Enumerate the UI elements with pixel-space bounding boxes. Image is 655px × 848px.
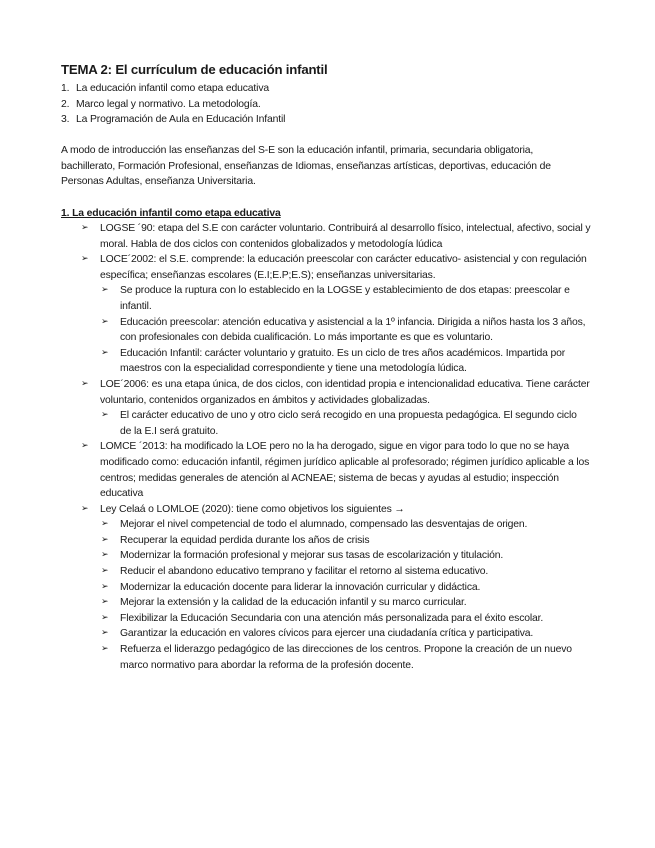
list-item xyxy=(0,252,595,283)
sub-list-item-text: Educación Infantil: carácter voluntario y gratuito. Es un ciclo de tres años académicos. Impartida por maestros con la especialidad correspondiente y tiene una metodología lúdica. xyxy=(120,347,566,375)
sub-list-item-text: Mejorar la extensión y la calidad de la educación infantil y su marco curricular. xyxy=(120,597,467,609)
sub-list-item xyxy=(0,548,590,564)
list-item xyxy=(0,377,595,408)
arrow-bullet-icon: ➢ xyxy=(101,597,109,608)
sub-list-item xyxy=(0,346,590,377)
list-item-text: LOGSE ´90: etapa del S.E con carácter voluntario. Contribuirá al desarrollo físico, intelectual, afectivo, social y moral. Habla de dos ciclos con contenidos globalizados y metodología lúdica xyxy=(100,223,591,250)
bullet-list xyxy=(0,221,655,673)
arrow-bullet-icon: ➢ xyxy=(101,550,109,561)
toc-text: La educación infantil como etapa educativa xyxy=(76,83,269,94)
section-heading: 1. La educación infantil como etapa educativa xyxy=(61,208,281,219)
list-item xyxy=(0,221,595,252)
toc-text: La Programación de Aula en Educación Infantil xyxy=(76,114,286,126)
list-item-text: LOE´2006: es una etapa única, de dos ciclos, con identidad propia e intencionalidad educativa. Tiene carácter voluntario, contenidos organizados en ámbitos y actividades globalizadas. xyxy=(100,378,590,406)
sub-list-item xyxy=(0,611,590,627)
toc-number: 3. xyxy=(61,114,70,126)
sub-list-item xyxy=(0,564,590,580)
arrow-bullet-icon: ➢ xyxy=(101,410,109,421)
list-item xyxy=(0,502,595,518)
toc-number: 2. xyxy=(61,98,70,110)
sub-list-item-text: Garantizar la educación en valores cívicos para ejercer una ciudadanía crítica y participativa. xyxy=(120,628,534,640)
sub-list-item xyxy=(0,408,590,439)
arrow-bullet-icon: ➢ xyxy=(101,644,109,655)
list-item-text: LOMCE ´2013: ha modificado la LOE pero no la ha derogado, sigue en vigor para todo lo que no se haya modificado como: educación infantil, régimen jurídico aplicable al profesorado; régimen jurídico aplicable a los centros; medidas generales de atención al ACNEAE; sistema de becas y ayudas al estudio; inspección educativa xyxy=(100,441,590,500)
sub-list-item-text: Modernizar la formación profesional y mejorar sus tasas de escolarización y titulación. xyxy=(120,550,504,562)
arrow-bullet-icon: ➢ xyxy=(101,581,109,592)
sub-list-item-text: Educación preescolar: atención educativa y asistencial a la 1º infancia. Dirigida a niños hasta los 3 años, con profesionales con debida cualificación. Lo más importante es que es voluntario. xyxy=(120,316,586,344)
arrow-bullet-icon: ➢ xyxy=(101,566,109,577)
arrow-bullet-icon: ➢ xyxy=(101,519,109,530)
sub-list-item-text: Recuperar la equidad perdida durante los años de crisis xyxy=(120,534,370,546)
list-item-text: LOCE´2002: el S.E. comprende: la educación preescolar con carácter educativo- asistencial y con regulación específica; enseñanzas escolares (E.I;E.P;E.S); enseñanzas universitarias. xyxy=(100,254,587,281)
arrow-bullet-icon: ➢ xyxy=(81,223,89,233)
sub-list-item xyxy=(0,580,590,596)
sub-list-item xyxy=(0,315,590,346)
toc-item xyxy=(61,81,285,97)
toc-text: Marco legal y normativo. La metodología. xyxy=(76,98,261,110)
intro-paragraph: A modo de introducción las enseñanzas del S-E son la educación infantil, primaria, secundaria obligatoria, bachillerato, Formación Profesional, enseñanzas de Idiomas, enseñanzas artísticas, deportivas, educación de Personas Adultas, enseñanza Universitaria. xyxy=(61,145,551,188)
arrow-bullet-icon: ➢ xyxy=(101,612,109,623)
arrow-bullet-icon: ➢ xyxy=(101,347,109,358)
table-of-contents xyxy=(61,81,285,128)
sub-list-item xyxy=(0,626,590,642)
arrow-bullet-icon: ➢ xyxy=(101,316,109,327)
list-item-text: Ley Celaá o LOMLOE (2020): tiene como objetivos los siguientes → xyxy=(100,503,405,515)
arrow-bullet-icon: ➢ xyxy=(101,285,109,296)
toc-number: 1. xyxy=(61,83,70,94)
arrow-bullet-icon: ➢ xyxy=(81,378,89,389)
sub-list-item-text: Mejorar el nivel competencial de todo el alumnado, compensado las desventajas de origen. xyxy=(120,519,528,531)
toc-item xyxy=(61,97,285,113)
arrow-bullet-icon: ➢ xyxy=(81,441,89,452)
toc-item xyxy=(61,112,285,128)
sub-list-item xyxy=(0,595,590,611)
sub-list-item xyxy=(0,283,590,314)
sub-list-item xyxy=(0,517,590,533)
arrow-bullet-icon: ➢ xyxy=(81,254,89,265)
sub-list-item-text: Reducir el abandono educativo temprano y facilitar el retorno al sistema educativo. xyxy=(120,566,489,578)
arrow-bullet-icon: ➢ xyxy=(101,628,109,639)
page-title: TEMA 2: El currículum de educación infantil xyxy=(61,62,328,77)
sub-list-item xyxy=(0,642,590,673)
sub-list-item-text: Refuerza el liderazgo pedagógico de las direcciones de los centros. Propone la creación de un nuevo marco normativo para abordar la reforma de la profesión docente. xyxy=(120,644,572,671)
arrow-bullet-icon: ➢ xyxy=(81,503,89,514)
sub-list-item xyxy=(0,533,590,549)
sub-list-item-text: El carácter educativo de uno y otro ciclo será recogido en una propuesta pedagógica. El segundo ciclo de la E.I será gratuito. xyxy=(120,410,577,437)
sub-list-item-text: Se produce la ruptura con lo establecido en la LOGSE y establecimiento de dos etapas: preescolar e infantil. xyxy=(120,285,570,312)
list-item xyxy=(0,439,595,501)
arrow-bullet-icon: ➢ xyxy=(101,534,109,545)
sub-list-item-text: Modernizar la educación docente para liderar la innovación curricular y didáctica. xyxy=(120,581,481,593)
sub-list-item-text: Flexibilizar la Educación Secundaria con una atención más personalizada para el éxito escolar. xyxy=(120,612,544,624)
